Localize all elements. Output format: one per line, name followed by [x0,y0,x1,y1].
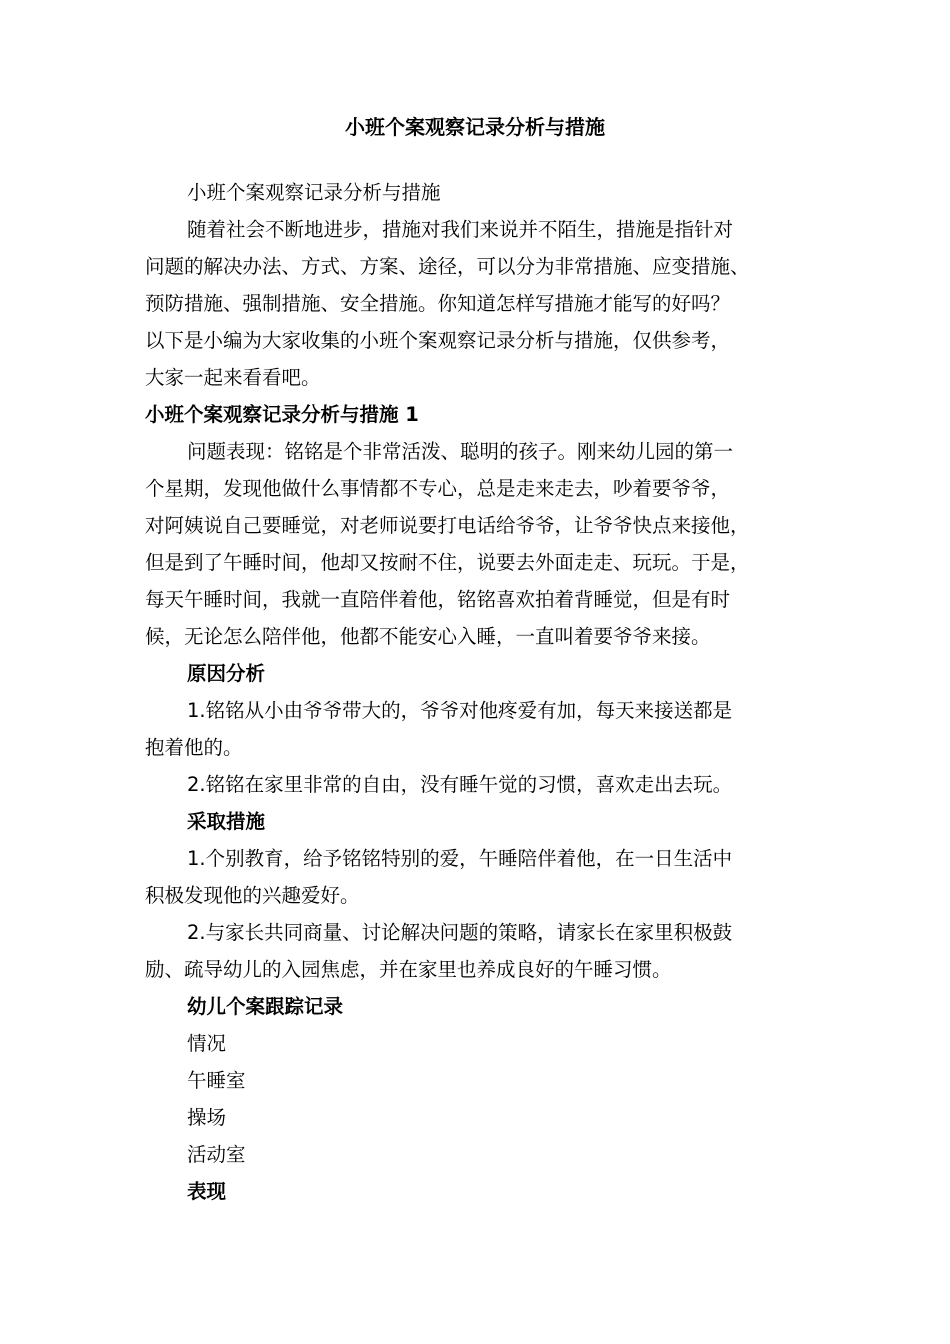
section-heading: 原因分析 [187,662,266,685]
paragraph-line: 预防措施、强制措施、安全措施。你知道怎样写措施才能写的好吗？ [145,292,731,315]
paragraph-line: 1.个别教育，给予铭铭特别的爱，午睡陪伴着他，在一日生活中 [187,847,733,870]
paragraph-line: 对阿姨说自己要睡觉，对老师说要打电话给爷爷，让爷爷快点来接他， [145,514,750,537]
paragraph-line: 情况 [187,1032,227,1055]
paragraph-line: 但是到了午睡时间，他却又按耐不住，说要去外面走走、玩玩。于是， [145,551,750,574]
paragraph-line: 午睡室 [187,1069,246,1092]
paragraph-line: 1.铭铭从小由爷爷带大的，爷爷对他疼爱有加，每天来接送都是 [187,699,733,722]
paragraph-line: 2.铭铭在家里非常的自由，没有睡午觉的习惯，喜欢走出去玩。 [187,773,733,796]
paragraph-line: 小班个案观察记录分析与措施 [187,181,441,204]
paragraph-line: 积极发现他的兴趣爱好。 [145,884,360,907]
section-heading: 表现 [187,1180,227,1203]
paragraph-line: 2.与家长共同商量、讨论解决问题的策略，请家长在家里积极鼓 [187,921,733,944]
document-title: 小班个案观察记录分析与措施 [345,115,605,139]
section-heading: 幼儿个案跟踪记录 [187,995,344,1018]
paragraph-line: 问题的解决办法、方式、方案、途径，可以分为非常措施、应变措施、 [145,255,750,278]
paragraph-line: 每天午睡时间，我就一直陪伴着他，铭铭喜欢拍着背睡觉，但是有时 [145,588,731,611]
paragraph-line: 个星期，发现他做什么事情都不专心，总是走来走去，吵着要爷爷， [145,477,731,500]
paragraph-line: 问题表现：铭铭是个非常活泼、聪明的孩子。刚来幼儿园的第一 [187,440,734,463]
section-heading: 采取措施 [187,810,266,833]
paragraph-line: 活动室 [187,1143,246,1166]
document-body [145,174,813,1210]
paragraph-line: 励、疏导幼儿的入园焦虑，并在家里也养成良好的午睡习惯。 [145,958,672,981]
paragraph-line: 大家一起来看看吧。 [145,366,321,389]
paragraph-line: 抱着他的。 [145,736,243,759]
paragraph-line: 候，无论怎么陪伴他，他都不能安心入睡，一直叫着要爷爷来接。 [145,625,711,648]
paragraph-line: 以下是小编为大家收集的小班个案观察记录分析与措施，仅供参考， [145,329,731,352]
paragraph-line: 随着社会不断地进步，措施对我们来说并不陌生，措施是指针对 [187,218,734,241]
section-heading: 小班个案观察记录分析与措施 1 [145,403,419,426]
paragraph-line: 操场 [187,1106,227,1129]
